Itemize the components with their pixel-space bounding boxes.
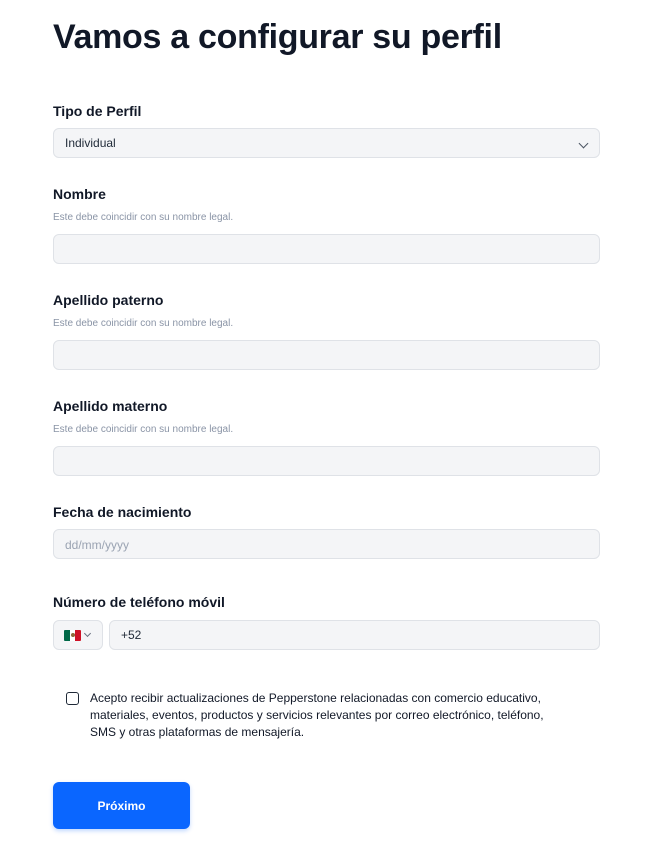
first-name-label: Nombre: [53, 186, 106, 202]
chevron-down-icon: [84, 630, 91, 637]
phone-label: Número de teléfono móvil: [53, 594, 225, 610]
profile-type-label: Tipo de Perfil: [53, 103, 142, 119]
first-name-hint: Este debe coincidir con su nombre legal.: [53, 212, 234, 223]
phone-input[interactable]: [109, 620, 600, 650]
profile-type-value: Individual: [65, 136, 116, 150]
birth-date-placeholder: dd/mm/yyyy: [65, 538, 130, 552]
country-code-select[interactable]: [53, 620, 103, 650]
maternal-surname-hint: Este debe coincidir con su nombre legal.: [53, 424, 234, 435]
phone-prefix: +52: [121, 628, 142, 642]
consent-checkbox[interactable]: [66, 692, 79, 705]
consent-text: Acepto recibir actualizaciones de Pepperstone relacionadas con comercio educativo, materiales, eventos, productos y servicios relevantes por correo electrónico, teléfono, SMS y otras plataformas de mensajería.: [90, 691, 544, 739]
first-name-input[interactable]: [53, 234, 600, 264]
paternal-surname-hint: Este debe coincidir con su nombre legal.: [53, 318, 234, 329]
maternal-surname-label: Apellido materno: [53, 398, 168, 414]
paternal-surname-input[interactable]: [53, 340, 600, 370]
maternal-surname-input[interactable]: [53, 446, 600, 476]
birth-date-label: Fecha de nacimiento: [53, 504, 192, 520]
paternal-surname-label: Apellido paterno: [53, 292, 164, 308]
birth-date-input[interactable]: [53, 529, 600, 559]
chevron-down-icon: [579, 139, 589, 149]
profile-type-select[interactable]: [53, 128, 600, 158]
mexico-flag-icon: [64, 630, 81, 641]
page-title: Vamos a configurar su perfil: [53, 18, 502, 56]
next-button[interactable]: Próximo: [53, 782, 190, 829]
